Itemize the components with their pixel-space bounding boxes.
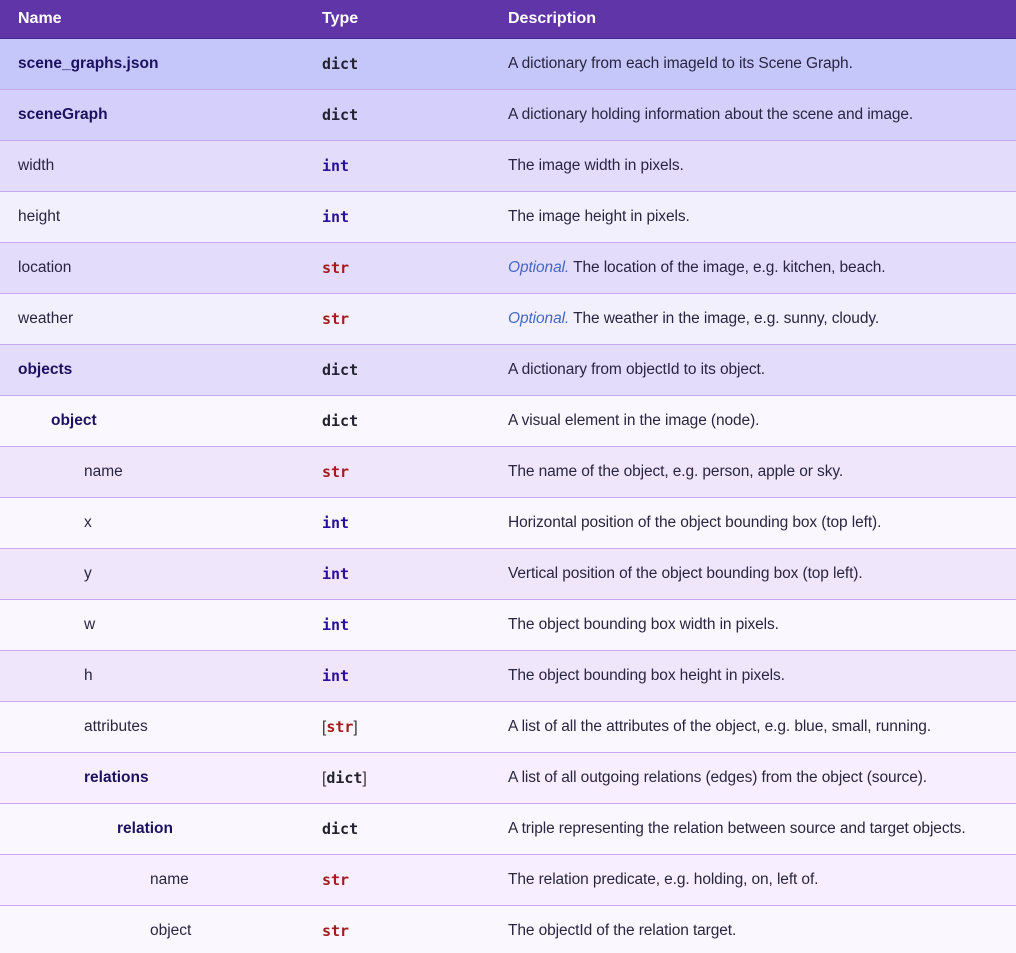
header-row	[0, 0, 1016, 39]
field-name-cell	[0, 39, 304, 90]
field-description-cell	[491, 447, 1016, 498]
field-description-cell	[491, 549, 1016, 600]
field-type: int	[322, 513, 350, 532]
field-type: dict	[322, 411, 359, 430]
table-row	[0, 90, 1016, 141]
field-description: A dictionary from each imageId to its Scene Graph.	[508, 55, 853, 72]
field-description: The object bounding box height in pixels.	[508, 667, 785, 684]
field-description-cell	[491, 600, 1016, 651]
table-body	[0, 39, 1016, 953]
table-row	[0, 39, 1016, 90]
field-description: A visual element in the image (node).	[508, 412, 760, 429]
field-description: A dictionary holding information about the scene and image.	[508, 106, 914, 123]
field-description-cell	[491, 294, 1016, 345]
field-description: The weather in the image, e.g. sunny, cloudy.	[573, 310, 880, 327]
field-description-cell	[491, 396, 1016, 447]
table-row	[0, 804, 1016, 855]
field-name-cell	[0, 804, 304, 855]
field-type: str	[322, 921, 350, 940]
field-name: objects	[18, 361, 73, 378]
field-type-cell	[304, 447, 491, 498]
column-header-name: Name	[0, 0, 304, 39]
field-name: width	[18, 157, 55, 174]
field-name-cell	[0, 141, 304, 192]
field-description-cell	[491, 243, 1016, 294]
field-name-cell	[0, 447, 304, 498]
field-type-cell	[304, 243, 491, 294]
list-bracket-close: ]	[362, 769, 367, 787]
field-name: relations	[84, 769, 149, 786]
field-description: A list of all outgoing relations (edges) from the object (source).	[508, 769, 927, 786]
field-description-cell	[491, 345, 1016, 396]
field-description-cell	[491, 753, 1016, 804]
field-type-cell	[304, 906, 491, 953]
field-type: dict	[322, 105, 359, 124]
field-name: height	[18, 208, 61, 225]
field-name-cell	[0, 294, 304, 345]
table-row	[0, 702, 1016, 753]
table-row	[0, 141, 1016, 192]
field-type-cell	[304, 855, 491, 906]
field-type-cell	[304, 498, 491, 549]
field-type-cell	[304, 90, 491, 141]
list-bracket-open: [	[322, 769, 327, 787]
field-name: attributes	[84, 718, 148, 735]
field-description: The image height in pixels.	[508, 208, 690, 225]
list-bracket-close: ]	[353, 718, 358, 736]
field-description: The image width in pixels.	[508, 157, 684, 174]
field-name: relation	[117, 820, 173, 837]
table-row	[0, 345, 1016, 396]
field-name-cell	[0, 498, 304, 549]
optional-tag: Optional.	[508, 310, 570, 327]
table-row	[0, 447, 1016, 498]
field-type: int	[322, 615, 350, 634]
field-type: dict	[322, 819, 359, 838]
field-name: sceneGraph	[18, 106, 108, 123]
field-type: dict	[326, 768, 363, 787]
table-row	[0, 855, 1016, 906]
field-name: name	[150, 871, 189, 888]
field-name-cell	[0, 192, 304, 243]
field-type: str	[322, 258, 350, 277]
field-type: int	[322, 156, 350, 175]
field-description-cell	[491, 39, 1016, 90]
field-description-cell	[491, 804, 1016, 855]
field-description-cell	[491, 906, 1016, 953]
field-name: object	[51, 412, 97, 429]
field-description: The location of the image, e.g. kitchen, beach.	[573, 259, 886, 276]
field-name-cell	[0, 651, 304, 702]
field-type-cell	[304, 804, 491, 855]
field-description-cell	[491, 498, 1016, 549]
field-name-cell	[0, 243, 304, 294]
field-type: str	[326, 717, 354, 736]
field-type-cell	[304, 600, 491, 651]
field-type-cell	[304, 753, 491, 804]
table-row	[0, 192, 1016, 243]
field-type: dict	[322, 360, 359, 379]
field-description-cell	[491, 855, 1016, 906]
field-type: int	[322, 564, 350, 583]
field-name: object	[150, 922, 192, 939]
table-header	[0, 0, 1016, 39]
table-row	[0, 906, 1016, 953]
table-row	[0, 549, 1016, 600]
field-description-cell	[491, 192, 1016, 243]
table-row	[0, 600, 1016, 651]
field-type-cell	[304, 549, 491, 600]
field-name: weather	[18, 310, 74, 327]
field-name-cell	[0, 600, 304, 651]
field-type: str	[322, 309, 350, 328]
field-description-cell	[491, 90, 1016, 141]
field-description: Vertical position of the object bounding box (top left).	[508, 565, 863, 582]
field-description-cell	[491, 702, 1016, 753]
field-type: str	[322, 870, 350, 889]
field-type: dict	[322, 54, 359, 73]
table-row	[0, 651, 1016, 702]
field-name: name	[84, 463, 123, 480]
field-name: location	[18, 259, 72, 276]
field-description-cell	[491, 141, 1016, 192]
field-name: x	[84, 514, 92, 531]
field-name-cell	[0, 702, 304, 753]
field-type-cell	[304, 651, 491, 702]
field-name-cell	[0, 906, 304, 953]
field-type: str	[322, 462, 350, 481]
table-row	[0, 243, 1016, 294]
field-name-cell	[0, 855, 304, 906]
field-description: A dictionary from objectId to its object.	[508, 361, 765, 378]
field-type-cell	[304, 39, 491, 90]
field-description: The name of the object, e.g. person, apple or sky.	[508, 463, 844, 480]
field-name-cell	[0, 549, 304, 600]
field-description: The objectId of the relation target.	[508, 922, 737, 939]
table-row	[0, 294, 1016, 345]
column-header-description: Description	[491, 0, 1016, 39]
table-row	[0, 498, 1016, 549]
field-description: The relation predicate, e.g. holding, on, left of.	[508, 871, 819, 888]
field-description: A triple representing the relation between source and target objects.	[508, 820, 966, 837]
field-name-cell	[0, 396, 304, 447]
field-type-cell	[304, 294, 491, 345]
optional-tag: Optional.	[508, 259, 570, 276]
field-name-cell	[0, 753, 304, 804]
field-type-cell	[304, 141, 491, 192]
field-type: int	[322, 207, 350, 226]
table-row	[0, 396, 1016, 447]
field-description: Horizontal position of the object bounding box (top left).	[508, 514, 882, 531]
field-name: y	[84, 565, 92, 582]
field-type-cell	[304, 192, 491, 243]
field-name: w	[84, 616, 96, 633]
field-type-cell	[304, 396, 491, 447]
field-type-cell	[304, 345, 491, 396]
field-description-cell	[491, 651, 1016, 702]
list-bracket-open: [	[322, 718, 327, 736]
field-name: scene_graphs.json	[18, 55, 159, 72]
column-header-type: Type	[304, 0, 491, 39]
table-row	[0, 753, 1016, 804]
field-description: A list of all the attributes of the object, e.g. blue, small, running.	[508, 718, 931, 735]
field-type-cell	[304, 702, 491, 753]
field-name-cell	[0, 345, 304, 396]
field-name-cell	[0, 90, 304, 141]
field-type: int	[322, 666, 350, 685]
field-name: h	[84, 667, 93, 684]
field-description: The object bounding box width in pixels.	[508, 616, 779, 633]
